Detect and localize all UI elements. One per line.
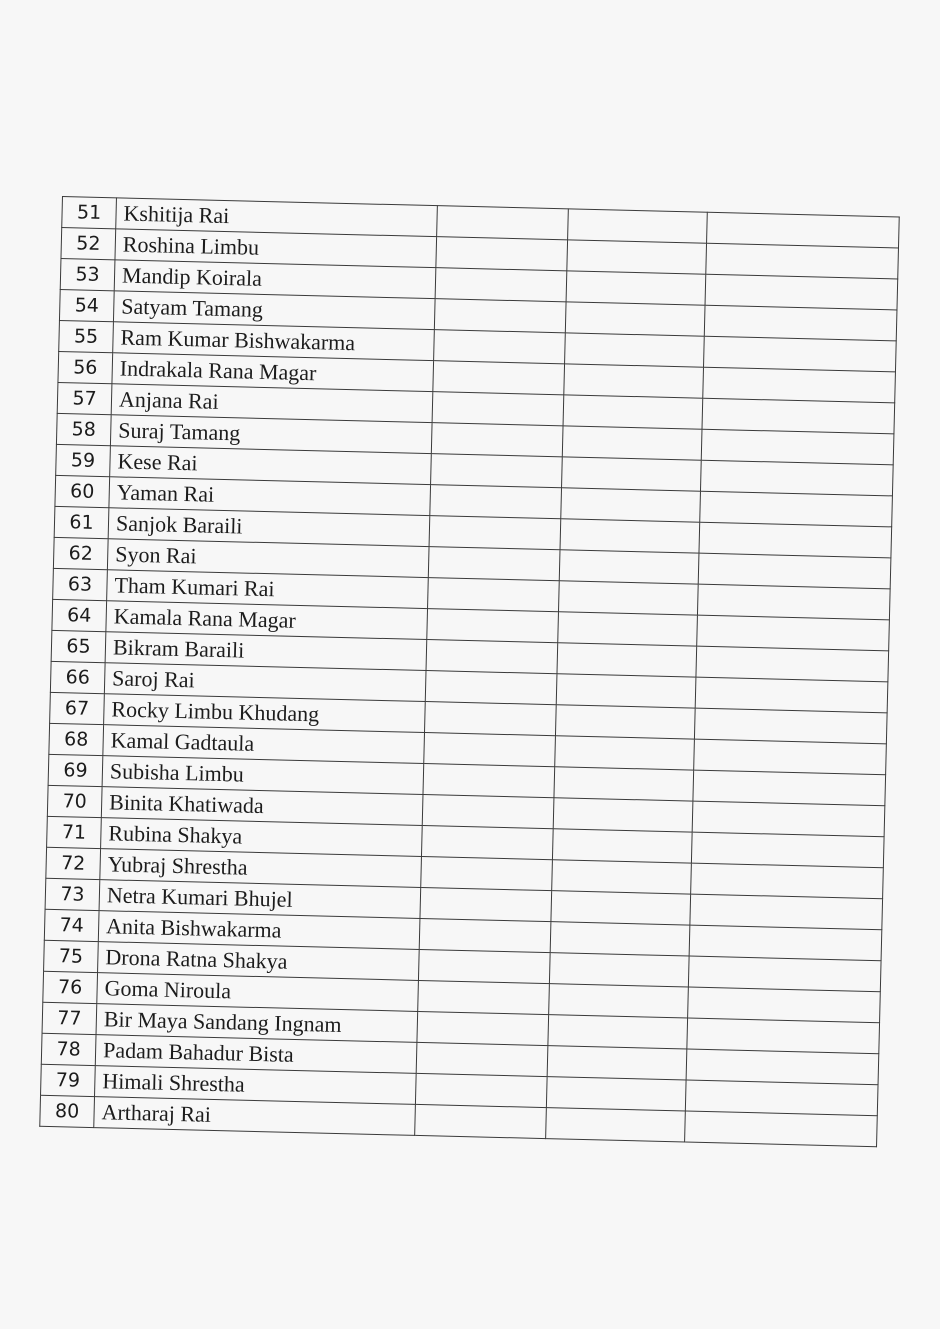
empty-cell xyxy=(421,856,553,890)
empty-cell xyxy=(700,491,893,527)
empty-cell xyxy=(552,860,692,894)
empty-cell xyxy=(429,516,561,550)
serial-number-cell: 62 xyxy=(53,537,108,569)
name-cell: Sanjok Baraili xyxy=(108,508,430,547)
empty-cell xyxy=(707,212,900,248)
name-cell: Bir Maya Sandang Ingnam xyxy=(96,1004,418,1043)
empty-cell xyxy=(546,1077,686,1111)
empty-cell xyxy=(547,1046,687,1080)
name-cell: Kshitija Rai xyxy=(116,198,438,237)
empty-cell xyxy=(558,612,698,646)
empty-cell xyxy=(559,550,699,584)
name-cell: Rubina Shakya xyxy=(101,818,423,857)
serial-number-cell: 68 xyxy=(49,723,104,755)
serial-number-cell: 64 xyxy=(52,599,107,631)
name-cell: Suraj Tamang xyxy=(110,415,432,454)
serial-number-cell: 75 xyxy=(44,940,99,972)
empty-cell xyxy=(427,609,559,643)
empty-cell xyxy=(557,643,697,677)
empty-cell xyxy=(431,454,563,488)
empty-cell xyxy=(424,733,556,767)
serial-number-cell: 76 xyxy=(43,971,98,1003)
name-cell: Roshina Limbu xyxy=(115,229,437,268)
empty-cell xyxy=(430,485,562,519)
empty-cell xyxy=(434,299,566,333)
empty-cell xyxy=(560,519,700,553)
empty-cell xyxy=(551,891,691,925)
name-cell: Anita Bishwakarma xyxy=(98,911,420,950)
name-cell: Binita Khatiwada xyxy=(101,787,423,826)
name-cell: Kamala Rana Magar xyxy=(106,601,428,640)
name-cell: Goma Niroula xyxy=(97,973,419,1012)
serial-number-cell: 74 xyxy=(44,909,99,941)
serial-number-cell: 67 xyxy=(50,692,105,724)
name-cell: Kamal Gadtaula xyxy=(103,725,425,764)
empty-cell xyxy=(421,825,553,859)
serial-number-cell: 55 xyxy=(59,320,114,352)
name-cell: Tham Kumari Rai xyxy=(107,570,429,609)
empty-cell xyxy=(565,333,705,367)
empty-cell xyxy=(426,640,558,674)
empty-cell xyxy=(687,1018,880,1054)
empty-cell xyxy=(415,1104,547,1138)
name-cell: Drona Ratna Shakya xyxy=(98,942,420,981)
empty-cell xyxy=(698,553,891,589)
roster-sheet xyxy=(39,196,899,1147)
empty-cell xyxy=(567,240,707,274)
empty-cell xyxy=(553,798,693,832)
empty-cell xyxy=(548,1015,688,1049)
serial-number-cell: 79 xyxy=(41,1064,96,1096)
empty-cell xyxy=(696,646,889,682)
empty-cell xyxy=(690,894,883,930)
serial-number-cell: 56 xyxy=(58,351,113,383)
empty-cell xyxy=(437,206,569,240)
empty-cell xyxy=(697,584,890,620)
empty-cell xyxy=(700,460,893,496)
empty-cell xyxy=(705,274,898,310)
empty-cell xyxy=(550,922,690,956)
empty-cell xyxy=(564,364,704,398)
empty-cell xyxy=(568,209,708,243)
serial-number-cell: 54 xyxy=(59,289,114,321)
name-cell: Bikram Baraili xyxy=(105,632,427,671)
empty-cell xyxy=(562,457,702,491)
empty-cell xyxy=(552,829,692,863)
serial-number-cell: 69 xyxy=(48,754,103,786)
empty-cell xyxy=(563,395,703,429)
name-cell: Yaman Rai xyxy=(109,477,431,516)
empty-cell xyxy=(561,488,701,522)
serial-number-cell: 80 xyxy=(40,1095,95,1127)
empty-cell xyxy=(688,987,881,1023)
empty-cell xyxy=(704,305,897,341)
empty-cell xyxy=(554,767,694,801)
empty-cell xyxy=(435,268,567,302)
empty-cell xyxy=(685,1111,878,1147)
empty-cell xyxy=(686,1049,879,1085)
empty-cell xyxy=(432,392,564,426)
name-cell: Artharaj Rai xyxy=(94,1097,416,1136)
serial-number-cell: 65 xyxy=(51,630,106,662)
empty-cell xyxy=(694,739,887,775)
empty-cell xyxy=(692,801,885,837)
empty-cell xyxy=(423,764,555,798)
name-cell: Subisha Limbu xyxy=(102,756,424,795)
name-cell: Rocky Limbu Khudang xyxy=(104,694,426,733)
empty-cell xyxy=(428,547,560,581)
empty-cell xyxy=(419,918,551,952)
empty-cell xyxy=(691,832,884,868)
empty-cell xyxy=(418,980,550,1014)
empty-cell xyxy=(428,578,560,612)
name-cell: Indrakala Rana Magar xyxy=(112,353,434,392)
empty-cell xyxy=(556,674,696,708)
empty-cell xyxy=(436,237,568,271)
empty-cell xyxy=(695,677,888,713)
serial-number-cell: 63 xyxy=(53,568,108,600)
serial-number-cell: 57 xyxy=(57,382,112,414)
serial-number-cell: 59 xyxy=(56,444,111,476)
empty-cell xyxy=(566,271,706,305)
serial-number-cell: 60 xyxy=(55,475,110,507)
empty-cell xyxy=(693,770,886,806)
serial-number-cell: 77 xyxy=(42,1002,97,1034)
empty-cell xyxy=(558,581,698,615)
empty-cell xyxy=(549,953,689,987)
serial-number-cell: 61 xyxy=(54,506,109,538)
empty-cell xyxy=(415,1073,547,1107)
empty-cell xyxy=(546,1108,686,1142)
roster-table xyxy=(39,196,899,1147)
name-cell: Kese Rai xyxy=(110,446,432,485)
serial-number-cell: 71 xyxy=(47,816,102,848)
serial-number-cell: 70 xyxy=(47,785,102,817)
name-cell: Padam Bahadur Bista xyxy=(95,1035,417,1074)
empty-cell xyxy=(689,925,882,961)
empty-cell xyxy=(424,702,556,736)
empty-cell xyxy=(433,361,565,395)
empty-cell xyxy=(562,426,702,460)
name-cell: Netra Kumari Bhujel xyxy=(99,880,421,919)
empty-cell xyxy=(706,243,899,279)
empty-cell xyxy=(697,615,890,651)
name-cell: Syon Rai xyxy=(107,539,429,578)
empty-cell xyxy=(425,671,557,705)
empty-cell xyxy=(417,1011,549,1045)
serial-number-cell: 53 xyxy=(60,258,115,290)
serial-number-cell: 66 xyxy=(50,661,105,693)
empty-cell xyxy=(685,1080,878,1116)
empty-cell xyxy=(434,330,566,364)
empty-cell xyxy=(703,367,896,403)
name-cell: Saroj Rai xyxy=(104,663,426,702)
name-cell: Satyam Tamang xyxy=(113,291,435,330)
name-cell: Ram Kumar Bishwakarma xyxy=(113,322,435,361)
empty-cell xyxy=(688,956,881,992)
serial-number-cell: 78 xyxy=(41,1033,96,1065)
name-cell: Mandip Koirala xyxy=(114,260,436,299)
empty-cell xyxy=(555,736,695,770)
empty-cell xyxy=(691,863,884,899)
empty-cell xyxy=(416,1042,548,1076)
name-cell: Yubraj Shrestha xyxy=(100,849,422,888)
name-cell: Himali Shrestha xyxy=(95,1066,417,1105)
empty-cell xyxy=(431,423,563,457)
empty-cell xyxy=(555,705,695,739)
roster-table-body xyxy=(40,197,899,1147)
serial-number-cell: 73 xyxy=(45,878,100,910)
name-cell: Anjana Rai xyxy=(111,384,433,423)
empty-cell xyxy=(565,302,705,336)
empty-cell xyxy=(699,522,892,558)
empty-cell xyxy=(422,794,554,828)
serial-number-cell: 72 xyxy=(46,847,101,879)
empty-cell xyxy=(694,708,887,744)
serial-number-cell: 51 xyxy=(62,197,117,229)
empty-cell xyxy=(549,984,689,1018)
empty-cell xyxy=(701,429,894,465)
empty-cell xyxy=(418,949,550,983)
empty-cell xyxy=(420,887,552,921)
empty-cell xyxy=(704,336,897,372)
serial-number-cell: 58 xyxy=(56,413,111,445)
serial-number-cell: 52 xyxy=(61,228,116,260)
empty-cell xyxy=(702,398,895,434)
